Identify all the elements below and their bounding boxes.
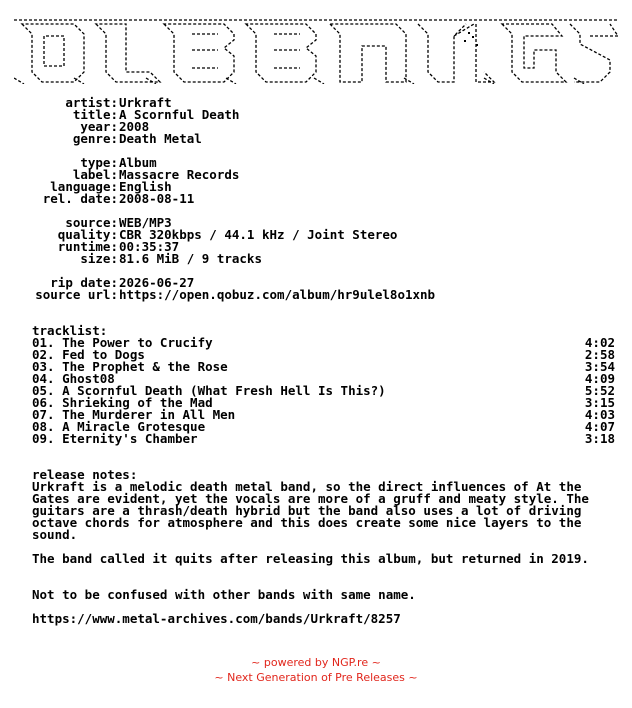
- info-key: quality:: [57, 227, 118, 242]
- footer-tagline: ~ Next Generation of Pre Releases ~: [214, 671, 418, 684]
- track-duration: 5:52: [584, 383, 615, 398]
- info-row: [0, 133, 632, 145]
- info-key: type:: [80, 155, 118, 170]
- info-value: English: [119, 179, 172, 194]
- track-duration: 2:58: [584, 347, 615, 362]
- track-duration: 3:15: [584, 395, 615, 410]
- track-row: [0, 433, 632, 445]
- track-duration: 4:07: [584, 419, 615, 434]
- info-value: 00:35:37: [119, 239, 180, 254]
- info-value: WEB/MP3: [119, 215, 172, 230]
- track-title: 01. The Power to Crucify: [32, 335, 213, 350]
- track-title: 05. A Scornful Death (What Fresh Hell Is This?): [32, 383, 386, 398]
- release-notes-paragraph: The band called it quits after releasing this album, but returned in 2019.: [32, 551, 589, 566]
- info-value: 2026-06-27: [119, 275, 195, 290]
- info-key: rip date:: [50, 275, 118, 290]
- ascii-logo: [14, 14, 618, 84]
- track-title: 02. Fed to Dogs: [32, 347, 145, 362]
- footer-powered-by[interactable]: ~ powered by NGP.re ~: [251, 656, 381, 669]
- metal-archives-link[interactable]: https://www.metal-archives.com/bands/Urkraft/8257: [32, 611, 401, 626]
- track-title: 07. The Murderer in All Men: [32, 407, 236, 422]
- info-key: runtime:: [57, 239, 118, 254]
- info-value: Massacre Records: [119, 167, 240, 182]
- track-title: 04. Ghost08: [32, 371, 115, 386]
- info-value: 81.6 MiB / 9 tracks: [119, 251, 262, 266]
- info-key: source url:: [35, 287, 118, 302]
- info-key: size:: [80, 251, 118, 266]
- track-title: 03. The Prophet & the Rose: [32, 359, 228, 374]
- track-title: 08. A Miracle Grotesque: [32, 419, 206, 434]
- info-value: 2008: [119, 119, 150, 134]
- info-value: CBR 320kbps / 44.1 kHz / Joint Stereo: [119, 227, 398, 242]
- source-url-link[interactable]: https://open.qobuz.com/album/hr9ulel8o1xnb: [119, 287, 436, 302]
- info-value: 2008-08-11: [119, 191, 195, 206]
- release-notes-paragraph: Not to be confused with other bands with same name.: [32, 587, 416, 602]
- info-key: year:: [80, 119, 118, 134]
- track-duration: 3:54: [584, 359, 615, 374]
- info-key: label:: [72, 167, 118, 182]
- info-row: [0, 193, 632, 205]
- track-duration: 4:02: [584, 335, 615, 350]
- info-key: title:: [72, 107, 118, 122]
- track-duration: 4:09: [584, 371, 615, 386]
- info-row: [0, 289, 632, 301]
- release-notes-paragraph: Urkraft is a melodic death metal band, so the direct influences of At the Gates are evident, yet the vocals are more of a gruff and meaty style. The guitars are a thrash/death hybrid but the band also uses a lot of driving octave chords for atmosphere and this does create some nice layers to the sound.: [32, 479, 589, 542]
- info-key: artist:: [65, 95, 118, 110]
- track-duration: 3:18: [584, 431, 615, 446]
- info-value: A Scornful Death: [119, 107, 240, 122]
- info-key: genre:: [72, 131, 118, 146]
- track-duration: 4:03: [584, 407, 615, 422]
- tracklist-heading-text: tracklist:: [32, 323, 108, 338]
- info-value: Urkraft: [119, 95, 172, 110]
- info-value: Death Metal: [119, 131, 202, 146]
- track-title: 09. Eternity's Chamber: [32, 431, 198, 446]
- info-key: source:: [65, 215, 118, 230]
- tracklist-heading: [0, 313, 632, 338]
- release-notes-heading: [0, 457, 632, 482]
- info-key: rel. date:: [42, 191, 118, 206]
- info-value: Album: [119, 155, 157, 170]
- release-notes-heading-text: release notes:: [32, 467, 138, 482]
- info-row: [0, 253, 632, 265]
- info-key: language:: [50, 179, 118, 194]
- track-title: 06. Shrieking of the Mad: [32, 395, 213, 410]
